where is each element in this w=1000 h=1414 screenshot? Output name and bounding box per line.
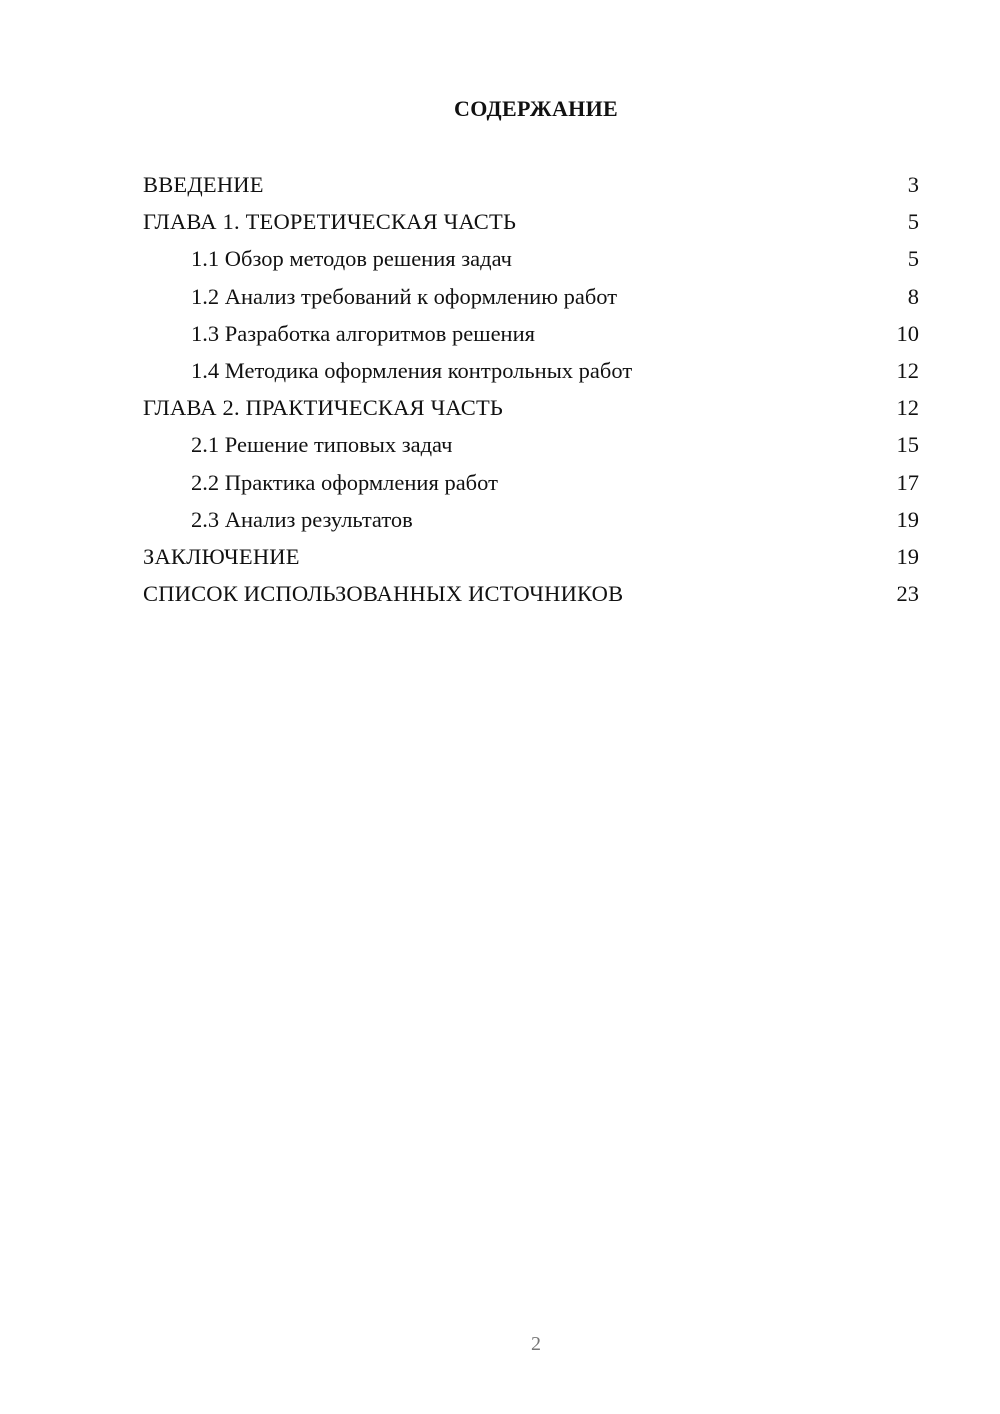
toc-entry-page: 19 xyxy=(896,506,919,532)
toc-entry-text: 1.3 Разработка алгоритмов решения xyxy=(191,320,535,346)
toc-entry-chapter-2 xyxy=(143,389,919,426)
toc-entry-conclusion xyxy=(143,538,919,575)
toc-entry-page: 5 xyxy=(907,246,919,272)
toc-entry-section-2-3 xyxy=(143,501,919,538)
toc-entry-text: 2.1 Решение типовых задач xyxy=(191,432,453,458)
toc-entry-page: 10 xyxy=(896,320,919,346)
toc-entry-introduction xyxy=(143,166,919,203)
toc-entry-section-2-2 xyxy=(143,464,919,501)
toc-entry-page: 12 xyxy=(896,357,919,383)
table-of-contents xyxy=(143,166,919,612)
toc-entry-section-2-1 xyxy=(143,426,919,463)
toc-entry-text: 2.3 Анализ результатов xyxy=(191,506,413,532)
toc-entry-references xyxy=(143,575,919,612)
toc-entry-text: 1.2 Анализ требований к оформлению работ xyxy=(191,283,618,309)
toc-entry-page: 3 xyxy=(907,172,919,197)
toc-entry-page: 8 xyxy=(907,283,919,309)
toc-entry-text: 1.1 Обзор методов решения задач xyxy=(191,246,512,272)
toc-entry-section-1-3 xyxy=(143,315,919,352)
toc-entry-section-1-4 xyxy=(143,352,919,389)
toc-entry-section-1-1 xyxy=(143,240,919,277)
toc-entry-text: ВВЕДЕНИЕ xyxy=(143,172,264,197)
toc-entry-chapter-1 xyxy=(143,203,919,240)
toc-entry-text: 1.4 Методика оформления контрольных работ xyxy=(191,357,633,383)
toc-entry-page: 17 xyxy=(896,469,919,495)
toc-heading: СОДЕРЖАНИЕ xyxy=(454,96,618,121)
toc-entry-page: 12 xyxy=(896,395,919,421)
toc-entry-page: 5 xyxy=(907,209,919,235)
toc-entry-text: 2.2 Практика оформления работ xyxy=(191,469,498,495)
toc-entry-text: ГЛАВА 2. ПРАКТИЧЕСКАЯ ЧАСТЬ xyxy=(143,395,504,421)
toc-entry-section-1-2 xyxy=(143,278,919,315)
toc-entry-page: 23 xyxy=(896,581,919,607)
toc-entry-text: ГЛАВА 1. ТЕОРЕТИЧЕСКАЯ ЧАСТЬ xyxy=(143,209,517,235)
page-number: 2 xyxy=(531,1333,541,1355)
toc-entry-page: 15 xyxy=(896,432,919,458)
toc-entry-text: СПИСОК ИСПОЛЬЗОВАННЫХ ИСТОЧНИКОВ xyxy=(143,581,624,607)
toc-entry-page: 19 xyxy=(896,543,919,569)
toc-entry-text: ЗАКЛЮЧЕНИЕ xyxy=(143,543,300,569)
